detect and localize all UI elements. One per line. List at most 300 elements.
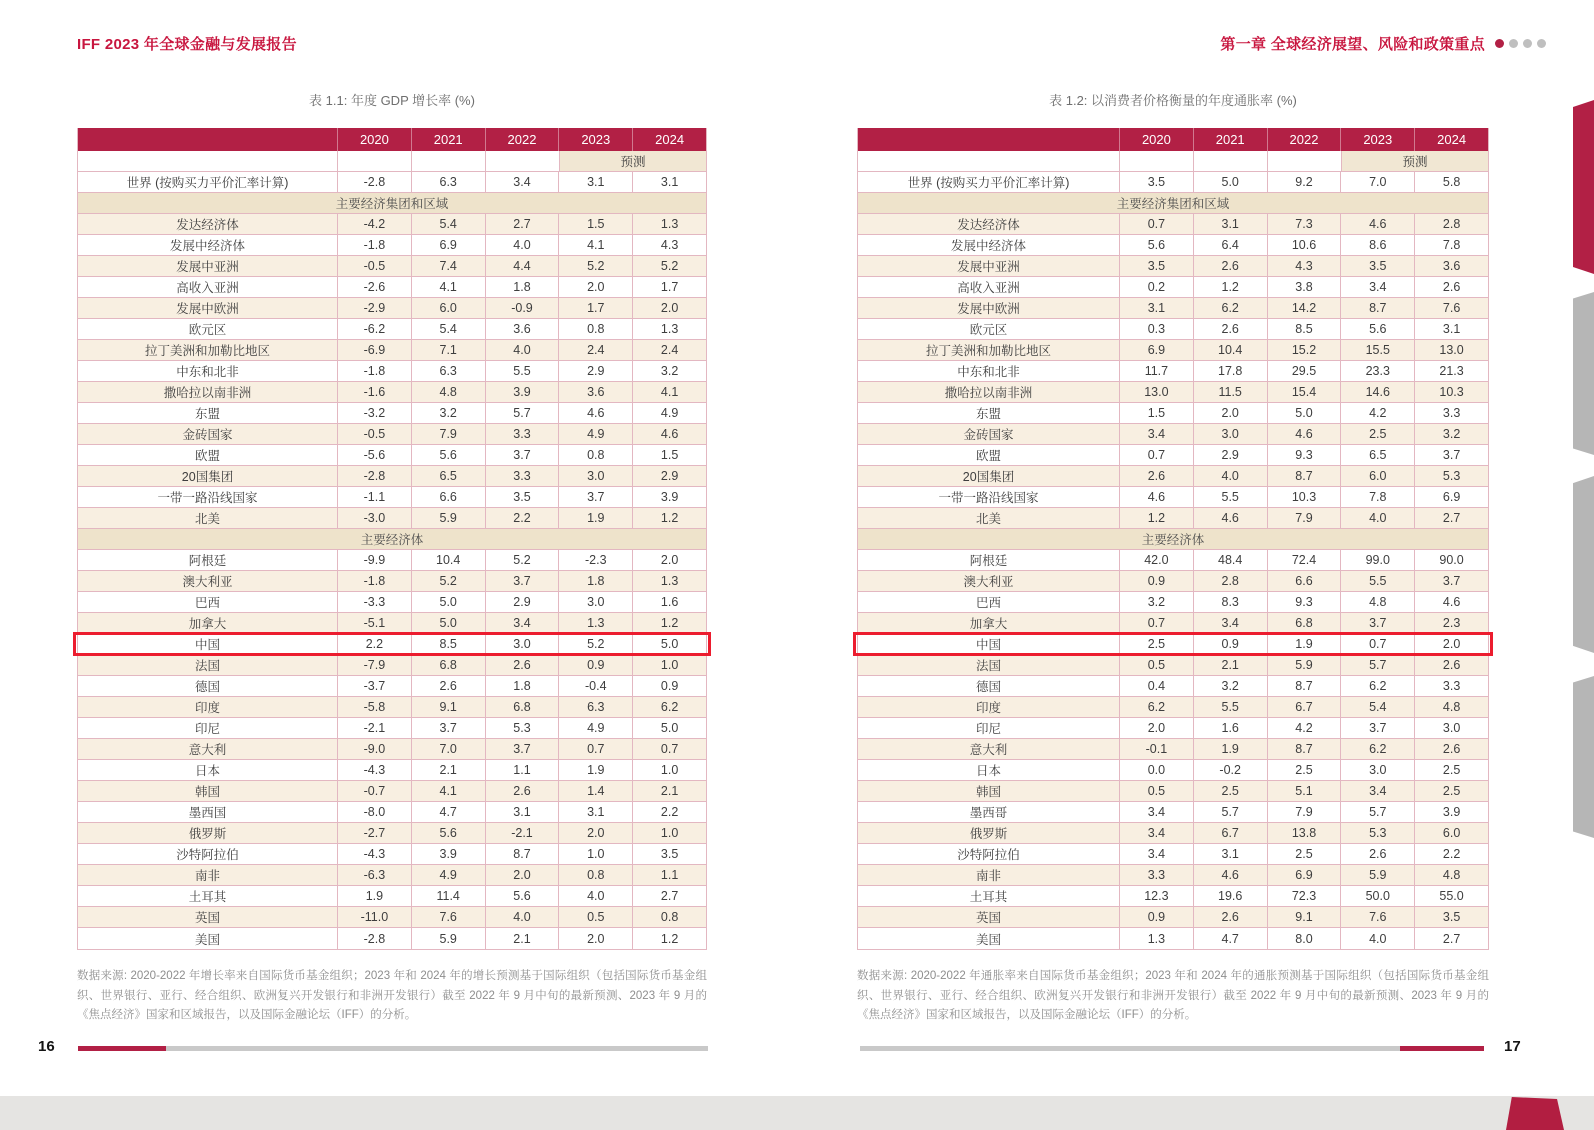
value-cell: 5.0 <box>632 718 706 738</box>
value-cell: 1.5 <box>632 445 706 465</box>
value-cell: 8.6 <box>1340 235 1414 255</box>
value-cell: 3.1 <box>1414 319 1488 339</box>
table-row <box>858 634 1488 655</box>
row-label: 北美 <box>975 512 1001 526</box>
chapter-title: 第一章 全球经济展望、风险和政策重点 <box>1220 36 1485 53</box>
row-label: 土耳其 <box>188 890 227 904</box>
row-label: 法国 <box>194 659 220 673</box>
forecast-row <box>78 151 706 172</box>
value-cell: 5.9 <box>411 928 485 949</box>
value-cell: 3.4 <box>1193 613 1267 633</box>
value-cell: 5.0 <box>632 634 706 654</box>
value-cell: 2.6 <box>1193 256 1267 276</box>
value-cell: 3.0 <box>558 466 632 486</box>
value-cell: 3.0 <box>485 634 559 654</box>
value-cell: 2.6 <box>1119 466 1193 486</box>
value-cell: 0.3 <box>1119 319 1193 339</box>
value-cell: 3.6 <box>558 382 632 402</box>
value-cell: 2.6 <box>1193 319 1267 339</box>
value-cell: 4.6 <box>1193 865 1267 885</box>
table-row <box>858 781 1488 802</box>
row-label: 俄罗斯 <box>969 827 1008 841</box>
value-cell: 6.9 <box>1414 487 1488 507</box>
value-cell: 5.2 <box>558 634 632 654</box>
value-cell: 3.4 <box>485 172 559 192</box>
value-cell: 2.2 <box>485 508 559 528</box>
value-cell: 3.4 <box>1119 802 1193 822</box>
value-cell: 5.3 <box>485 718 559 738</box>
table-row <box>78 907 706 928</box>
value-cell: 8.7 <box>1267 676 1341 696</box>
empty-cell <box>1193 151 1267 171</box>
row-label: 欧盟 <box>194 449 220 463</box>
row-label: 沙特阿拉伯 <box>176 848 239 862</box>
value-cell: 29.5 <box>1267 361 1341 381</box>
table-header-row <box>858 128 1488 151</box>
value-cell: 0.9 <box>1119 571 1193 591</box>
chapter-tab <box>1573 476 1594 653</box>
value-cell: 55.0 <box>1414 886 1488 906</box>
value-cell: 4.9 <box>558 718 632 738</box>
value-cell: 6.0 <box>1340 466 1414 486</box>
value-cell: 5.6 <box>411 823 485 843</box>
table-row <box>78 823 706 844</box>
page-bottom-edge <box>0 1096 1594 1130</box>
value-cell: 2.1 <box>411 760 485 780</box>
row-label: 印度 <box>975 701 1001 715</box>
table-row <box>858 361 1488 382</box>
row-label: 欧元区 <box>188 323 227 337</box>
value-cell: 6.3 <box>558 697 632 717</box>
value-cell: 21.3 <box>1414 361 1488 381</box>
value-cell: 0.9 <box>1119 907 1193 927</box>
value-cell: 4.9 <box>411 865 485 885</box>
value-cell: 11.7 <box>1119 361 1193 381</box>
value-cell: 0.9 <box>632 676 706 696</box>
value-cell: -2.9 <box>337 298 411 318</box>
forecast-label: 预测 <box>1341 151 1488 171</box>
table-row <box>78 424 706 445</box>
row-label: 德国 <box>975 680 1001 694</box>
forecast-row <box>858 151 1488 172</box>
empty-cell <box>337 151 411 171</box>
section-header-row <box>78 193 706 214</box>
value-cell: 6.6 <box>1267 571 1341 591</box>
value-cell: 1.3 <box>558 613 632 633</box>
value-cell: 7.9 <box>411 424 485 444</box>
value-cell: 3.2 <box>1193 676 1267 696</box>
value-cell: 10.4 <box>411 550 485 570</box>
table-row <box>858 340 1488 361</box>
table-row <box>78 928 706 949</box>
value-cell: 3.5 <box>1414 907 1488 927</box>
value-cell: 2.4 <box>632 340 706 360</box>
row-label: 中东和北非 <box>957 365 1020 379</box>
year-header: 2023 <box>558 128 632 151</box>
value-cell: 4.0 <box>485 340 559 360</box>
value-cell: 23.3 <box>1340 361 1414 381</box>
chapter-tab <box>1573 292 1594 455</box>
value-cell: 1.8 <box>558 571 632 591</box>
value-cell: 2.6 <box>1193 907 1267 927</box>
chapter-progress-dots <box>1495 39 1546 48</box>
value-cell: 0.5 <box>558 907 632 927</box>
value-cell: 3.7 <box>1414 445 1488 465</box>
value-cell: 1.5 <box>1119 403 1193 423</box>
section-header-row <box>858 193 1488 214</box>
value-cell: 3.9 <box>411 844 485 864</box>
value-cell: 3.0 <box>1193 424 1267 444</box>
value-cell: 2.5 <box>1340 424 1414 444</box>
table-row <box>858 907 1488 928</box>
row-label: 拉丁美洲和加勒比地区 <box>144 344 270 358</box>
row-label: 20国集团 <box>181 470 234 484</box>
value-cell: 3.4 <box>1119 823 1193 843</box>
value-cell: 10.3 <box>1414 382 1488 402</box>
value-cell: 3.1 <box>1193 844 1267 864</box>
value-cell: -2.1 <box>337 718 411 738</box>
year-header: 2022 <box>485 128 559 151</box>
value-cell: 4.1 <box>632 382 706 402</box>
table-row <box>858 865 1488 886</box>
table-row <box>858 445 1488 466</box>
value-cell: 4.0 <box>485 907 559 927</box>
value-cell: 3.1 <box>1193 214 1267 234</box>
value-cell: 6.3 <box>411 361 485 381</box>
value-cell: 3.0 <box>558 592 632 612</box>
value-cell: 0.9 <box>558 655 632 675</box>
value-cell: 0.7 <box>1119 613 1193 633</box>
value-cell: 0.8 <box>558 445 632 465</box>
value-cell: 1.5 <box>558 214 632 234</box>
row-label: 德国 <box>194 680 220 694</box>
value-cell: 15.2 <box>1267 340 1341 360</box>
value-cell: 1.8 <box>485 676 559 696</box>
value-cell: 7.8 <box>1340 487 1414 507</box>
row-label: 发展中亚洲 <box>957 260 1020 274</box>
value-cell: 4.0 <box>1340 508 1414 528</box>
value-cell: 2.8 <box>1193 571 1267 591</box>
value-cell: 2.3 <box>1414 613 1488 633</box>
row-label: 沙特阿拉伯 <box>957 848 1020 862</box>
value-cell: 1.0 <box>632 760 706 780</box>
section-header: 主要经济体 <box>78 529 706 549</box>
value-cell: 1.2 <box>632 928 706 949</box>
value-cell: 3.0 <box>1414 718 1488 738</box>
value-cell: 9.2 <box>1267 172 1341 192</box>
value-cell: 1.8 <box>485 277 559 297</box>
row-label: 高收入亚洲 <box>176 281 239 295</box>
value-cell: 7.6 <box>411 907 485 927</box>
empty-cell <box>485 151 559 171</box>
value-cell: 1.2 <box>632 613 706 633</box>
value-cell: 3.3 <box>1414 403 1488 423</box>
year-header: 2021 <box>1193 128 1267 151</box>
row-label: 一带一路沿线国家 <box>157 491 258 505</box>
table-row <box>78 319 706 340</box>
value-cell: 3.1 <box>632 172 706 192</box>
value-cell: -3.3 <box>337 592 411 612</box>
value-cell: 6.5 <box>1340 445 1414 465</box>
value-cell: 3.9 <box>485 382 559 402</box>
value-cell: -6.2 <box>337 319 411 339</box>
table-row <box>858 466 1488 487</box>
gdp-table-panel <box>77 94 707 1026</box>
value-cell: 4.9 <box>632 403 706 423</box>
value-cell: 1.3 <box>632 214 706 234</box>
value-cell: 4.0 <box>485 235 559 255</box>
value-cell: 4.6 <box>1340 214 1414 234</box>
table-row <box>78 718 706 739</box>
row-label: 发展中亚洲 <box>176 260 239 274</box>
row-label: 撒哈拉以南非洲 <box>163 386 252 400</box>
row-label: 金砖国家 <box>182 428 233 442</box>
value-cell: 1.9 <box>558 508 632 528</box>
year-header: 2020 <box>1119 128 1193 151</box>
value-cell: 5.2 <box>485 550 559 570</box>
value-cell: 2.9 <box>485 592 559 612</box>
value-cell: 3.7 <box>558 487 632 507</box>
value-cell: 5.3 <box>1414 466 1488 486</box>
table-row <box>858 487 1488 508</box>
value-cell: 4.2 <box>1340 403 1414 423</box>
table-row <box>858 760 1488 781</box>
value-cell: 3.7 <box>485 445 559 465</box>
row-label: 阿根廷 <box>969 554 1008 568</box>
corner-cell <box>78 128 337 151</box>
value-cell: 5.7 <box>1193 802 1267 822</box>
value-cell: 2.0 <box>485 865 559 885</box>
value-cell: 5.1 <box>1267 781 1341 801</box>
row-label: 世界 (按购买力平价汇率计算) <box>126 176 289 190</box>
row-label: 一带一路沿线国家 <box>938 491 1039 505</box>
table-row <box>858 655 1488 676</box>
value-cell: 6.2 <box>1340 739 1414 759</box>
value-cell: 3.2 <box>1414 424 1488 444</box>
value-cell: 5.2 <box>632 256 706 276</box>
value-cell: 0.7 <box>558 739 632 759</box>
value-cell: 48.4 <box>1193 550 1267 570</box>
value-cell: 2.5 <box>1193 781 1267 801</box>
value-cell: 5.0 <box>1267 403 1341 423</box>
value-cell: 2.0 <box>1414 634 1488 654</box>
value-cell: 4.4 <box>485 256 559 276</box>
value-cell: 4.0 <box>1340 928 1414 949</box>
page-number-left: 16 <box>38 1038 55 1055</box>
value-cell: 2.6 <box>1340 844 1414 864</box>
table-title: 表 1.1: 年度 GDP 增长率 (%) <box>309 93 475 108</box>
value-cell: 1.3 <box>1119 928 1193 949</box>
value-cell: 5.6 <box>1119 235 1193 255</box>
value-cell: -5.6 <box>337 445 411 465</box>
table-row <box>78 277 706 298</box>
page-number-right: 17 <box>1504 1038 1521 1055</box>
value-cell: 3.7 <box>411 718 485 738</box>
row-label: 日本 <box>194 764 220 778</box>
value-cell: 50.0 <box>1340 886 1414 906</box>
table-row <box>78 487 706 508</box>
row-label: 欧元区 <box>969 323 1008 337</box>
corner-cell <box>858 128 1119 151</box>
value-cell: 7.8 <box>1414 235 1488 255</box>
value-cell: 1.1 <box>485 760 559 780</box>
value-cell: 10.3 <box>1267 487 1341 507</box>
empty-cell <box>411 151 485 171</box>
table-row <box>78 361 706 382</box>
section-header: 主要经济集团和区域 <box>78 193 706 213</box>
table-row <box>78 214 706 235</box>
value-cell: -3.2 <box>337 403 411 423</box>
value-cell: 72.3 <box>1267 886 1341 906</box>
row-label: 中国 <box>194 638 220 652</box>
value-cell: 2.1 <box>485 928 559 949</box>
value-cell: 4.9 <box>558 424 632 444</box>
value-cell: 2.5 <box>1414 760 1488 780</box>
value-cell: 5.6 <box>485 886 559 906</box>
value-cell: 3.3 <box>485 424 559 444</box>
table-row <box>858 319 1488 340</box>
value-cell: -11.0 <box>337 907 411 927</box>
value-cell: 6.4 <box>1193 235 1267 255</box>
row-label: 英国 <box>975 911 1001 925</box>
row-label: 印尼 <box>194 722 220 736</box>
value-cell: -1.6 <box>337 382 411 402</box>
table-row <box>78 886 706 907</box>
value-cell: 9.1 <box>1267 907 1341 927</box>
value-cell: -0.1 <box>1119 739 1193 759</box>
value-cell: 7.3 <box>1267 214 1341 234</box>
table-title: 表 1.2: 以消费者价格衡量的年度通胀率 (%) <box>1049 93 1297 108</box>
value-cell: 7.9 <box>1267 508 1341 528</box>
table-row <box>858 235 1488 256</box>
table-row <box>78 865 706 886</box>
value-cell: 72.4 <box>1267 550 1341 570</box>
table-header-row <box>78 128 706 151</box>
chapter-tab-active <box>1573 100 1594 274</box>
value-cell: 4.6 <box>558 403 632 423</box>
table-row <box>78 256 706 277</box>
value-cell: 3.4 <box>1340 277 1414 297</box>
value-cell: 3.3 <box>485 466 559 486</box>
value-cell: 3.7 <box>485 571 559 591</box>
value-cell: 8.7 <box>1340 298 1414 318</box>
value-cell: -9.0 <box>337 739 411 759</box>
value-cell: 1.9 <box>558 760 632 780</box>
table-row <box>78 466 706 487</box>
year-header: 2024 <box>1414 128 1488 151</box>
table-row <box>78 571 706 592</box>
book-cover-corner <box>1506 1097 1564 1130</box>
value-cell: 6.2 <box>1193 298 1267 318</box>
row-label: 高收入亚洲 <box>957 281 1020 295</box>
value-cell: 4.0 <box>558 886 632 906</box>
value-cell: -0.4 <box>558 676 632 696</box>
value-cell: -4.3 <box>337 844 411 864</box>
table-row <box>858 928 1488 949</box>
value-cell: 10.4 <box>1193 340 1267 360</box>
table-row <box>858 172 1488 193</box>
table-row <box>858 844 1488 865</box>
row-label: 俄罗斯 <box>188 827 227 841</box>
value-cell: 7.1 <box>411 340 485 360</box>
value-cell: 19.6 <box>1193 886 1267 906</box>
year-header: 2020 <box>337 128 411 151</box>
row-label: 印度 <box>194 701 220 715</box>
value-cell: 2.9 <box>558 361 632 381</box>
footer-bar-left <box>78 1046 708 1051</box>
value-cell: 4.0 <box>1193 466 1267 486</box>
value-cell: 9.1 <box>411 697 485 717</box>
value-cell: 5.4 <box>411 214 485 234</box>
value-cell: 14.6 <box>1340 382 1414 402</box>
value-cell: 15.5 <box>1340 340 1414 360</box>
value-cell: -1.1 <box>337 487 411 507</box>
table-row <box>78 760 706 781</box>
value-cell: 2.6 <box>1414 277 1488 297</box>
value-cell: 5.0 <box>411 592 485 612</box>
value-cell: 17.8 <box>1193 361 1267 381</box>
value-cell: 1.2 <box>632 508 706 528</box>
value-cell: 1.4 <box>558 781 632 801</box>
row-label: 南非 <box>194 869 220 883</box>
value-cell: 0.7 <box>632 739 706 759</box>
value-cell: 0.0 <box>1119 760 1193 780</box>
table-row <box>858 739 1488 760</box>
table-row <box>78 781 706 802</box>
value-cell: -0.7 <box>337 781 411 801</box>
value-cell: 5.2 <box>411 571 485 591</box>
value-cell: 42.0 <box>1119 550 1193 570</box>
value-cell: 2.0 <box>558 823 632 843</box>
value-cell: 5.6 <box>1340 319 1414 339</box>
value-cell: 2.9 <box>1193 445 1267 465</box>
value-cell: 2.8 <box>1414 214 1488 234</box>
value-cell: -2.6 <box>337 277 411 297</box>
year-header: 2022 <box>1267 128 1341 151</box>
table-row <box>78 172 706 193</box>
value-cell: 7.4 <box>411 256 485 276</box>
dot-icon <box>1537 39 1546 48</box>
table-row <box>78 739 706 760</box>
table-grid <box>857 128 1489 950</box>
inflation-table-panel <box>857 94 1489 1026</box>
value-cell: 4.8 <box>1340 592 1414 612</box>
value-cell: 3.5 <box>1340 256 1414 276</box>
value-cell: 0.5 <box>1119 655 1193 675</box>
row-label: 阿根廷 <box>188 554 227 568</box>
row-label: 加拿大 <box>188 617 227 631</box>
value-cell: 1.3 <box>632 319 706 339</box>
row-label: 加拿大 <box>969 617 1008 631</box>
table-grid <box>77 128 707 950</box>
value-cell: -1.8 <box>337 235 411 255</box>
value-cell: -0.5 <box>337 256 411 276</box>
footer-bar-accent <box>78 1046 166 1051</box>
value-cell: 3.6 <box>485 319 559 339</box>
value-cell: 13.8 <box>1267 823 1341 843</box>
value-cell: 5.2 <box>558 256 632 276</box>
value-cell: 8.7 <box>485 844 559 864</box>
value-cell: 3.2 <box>411 403 485 423</box>
value-cell: 1.0 <box>558 844 632 864</box>
value-cell: 4.6 <box>1119 487 1193 507</box>
value-cell: 1.9 <box>1267 634 1341 654</box>
value-cell: 2.7 <box>632 886 706 906</box>
value-cell: 15.4 <box>1267 382 1341 402</box>
value-cell: 7.6 <box>1340 907 1414 927</box>
table-row <box>858 613 1488 634</box>
value-cell: 3.4 <box>1119 424 1193 444</box>
